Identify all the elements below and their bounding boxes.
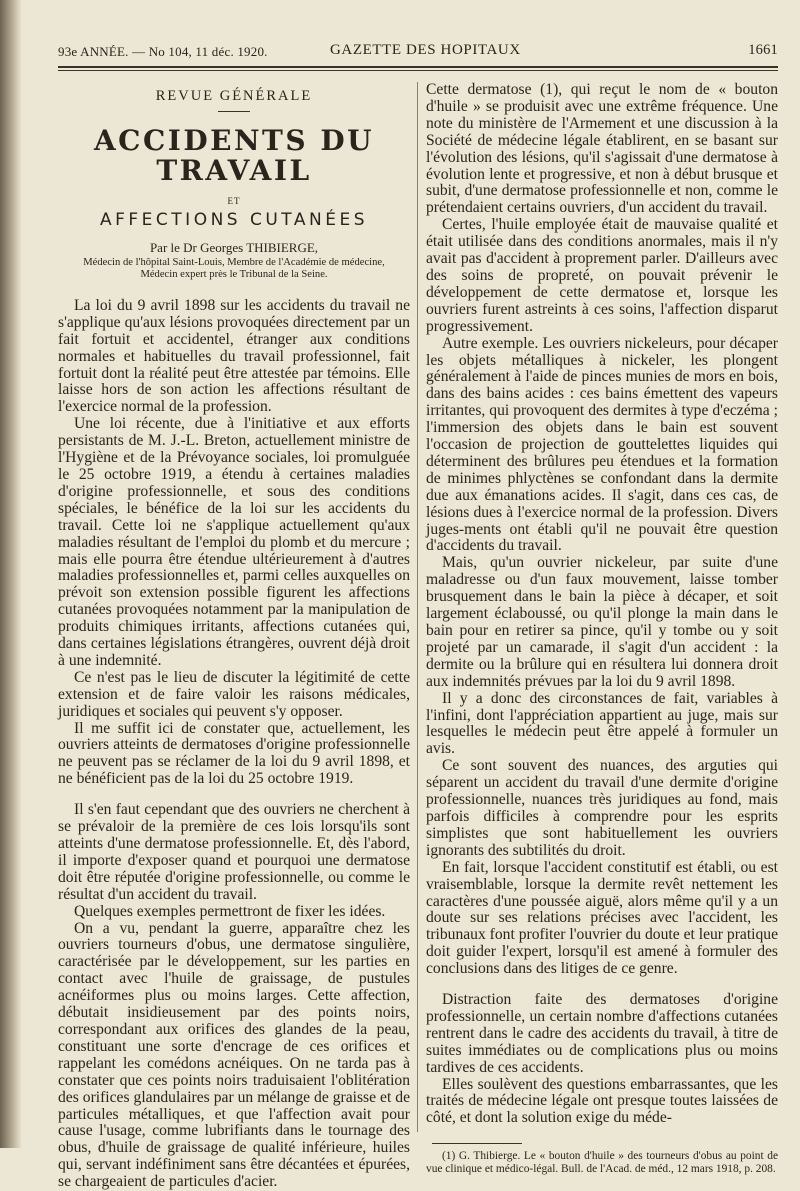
journal-title: GAZETTE DES HOPITAUX (330, 42, 521, 58)
body-paragraph: Elles soulèvent des questions embarrassantes, que les traités de médecine légale ont presque toutes laissées de côté, et dont la solution exige du méde- (426, 1075, 778, 1127)
body-paragraph: Cette dermatose (1), qui reçut le nom de « bouton d'huile » se produisit avec une extrême fréquence. Une note du ministère de l'Armement et une discussion à la Société de médecine légale établirent, en se basant sur l'évolution des lésions, qu'il s'agissait d'une dermatose à évolution lente et progressive, et non à début brusque et subit, d'une dermatose professionnelle et non, comme le prétendaient certains ouvriers, d'un accident du travail. (426, 81, 778, 217)
footnote: (1) G. Thibierge. Le « bouton d'huile » des tourneurs d'obus au point de vue clinique et médico-légal. Bull. de l'Acad. de méd., 12 mars 1918, p. 208. (426, 1150, 778, 1176)
body-paragraph: Distraction faite des dermatoses d'origine professionnelle, un certain nombre d'affections cutanées rentrent dans le cadre des accidents du travail, à titre de suites immédiates ou de complications plus ou moins tardives de ces accidents. (426, 991, 778, 1076)
body-paragraph: Il s'en faut cependant que des ouvriers ne cherchent à se prévaloir de la première de ces lois lorsqu'ils sont atteints d'une dermatose professionnelle. Et, dès l'abord, il importe d'exposer quand et pourquoi une dermatose doit être réputée d'origine professionnelle, ou comme le résultat d'un accident du travail. (58, 801, 410, 903)
header-rule-thin (58, 70, 778, 71)
article-title: ACCIDENTS DU TRAVAIL (93, 123, 375, 187)
book-binding-shadow (0, 0, 22, 1148)
body-paragraph: Il me suffit ici de constater que, actuellement, les ouvriers atteints de dermatoses d'origine professionnelle ne peuvent pas se réclamer de la loi du 9 avril 1898, et ne bénéficient pas de la loi du 25 octobre 1919. (58, 719, 410, 788)
author-affiliation-1: Médecin de l'hôpital Saint-Louis, Membre de l'Académie de médecine, (83, 256, 385, 268)
issue-info: 93e ANNÉE. — No 104, 11 déc. 1920. (58, 44, 268, 59)
footnote-rule (432, 1143, 522, 1144)
left-column (58, 82, 410, 1191)
title-conjunction: ET (227, 195, 241, 206)
body-paragraph: Ce sont souvent des nuances, des arguties qui séparent un accident du travail d'une dermite d'origine professionnelle, nuances très juridiques au fond, mais parfois difficiles à comprendre pour les esprits simplistes que sont habituellement les ouvriers ignorants des subtilités du droit. (426, 757, 778, 859)
body-paragraph: Autre exemple. Les ouvriers nickeleurs, pour décaper les objets métalliques à nickeler, les plongent généralement à l'aide de pinces munies de mors en bois, dans des bains acides : ces bains émettent des vapeurs irritantes, qui provoquent des dermites à type d'eczéma ; l'immersion des objets dans le bain est souvent l'occasion de projection de gouttelettes liquides qui déterminent des brûlures peu étendues et la formation de minimes phlyctènes se confondant dans la dermite due aux émanations acides. Il s'agit, dans ces cas, de lésions dues à l'exercice normal de la profession. Divers juges-ments ont établi qu'il ne pouvait être question d'accidents du travail. (426, 334, 778, 555)
running-header (58, 40, 778, 60)
body-paragraph: On a vu, pendant la guerre, apparaître chez les ouvriers tourneurs d'obus, une dermatose singulière, caractérisée par le développement, sur les parties en contact avec l'huile de graissage, de pustules acnéiformes plus ou moins larges. Cette affection, débutait insidieusement par des points noirs, correspondant aux orifices des glandes de la peau, constituant une sorte d'encrage de ces orifices et rappelant les comédons acnéiques. On ne tarda pas à constater que ces points noirs traduisaient l'oblitération des orifices glandulaires par un mélange de graisse et de particules métalliques, et que l'affection avait pour cause l'usage, comme lubrifiants dans le tournage des obus, d'huile de graissage de qualité inférieure, huiles qui, servant indéfiniment sans être décantées et épurées, se chargeaient de particules d'acier. (58, 919, 410, 1191)
body-paragraph: La loi du 9 avril 1898 sur les accidents du travail ne s'applique qu'aux lésions provoquées directement par un fait fortuit et accidentel, étranger aux conditions normales et habituelles du travail professionnel, fait fortuit dont la réalité peut être attestée par témoins. Elle laisse hors de son action les affections résultant de l'exercice normal de la profession. (58, 296, 410, 416)
author-affiliation-2: Médecin expert près le Tribunal de la Seine. (140, 269, 328, 281)
body-paragraph: Certes, l'huile employée était de mauvaise qualité et était utilisée dans des conditions anormales, mais il n'y avait pas d'accident à proprement parler. D'ailleurs avec des soins de propreté, on pouvait prévenir le développement de cette dermatose et, lorsque les ouvriers furent astreints à ces soins, l'affection disparut progressivement. (426, 216, 778, 335)
column-divider (417, 82, 418, 1132)
journal-page (58, 38, 778, 1191)
body-paragraph: Il y a donc des circonstances de fait, variables à l'infini, dont l'appréciation appartient au juge, mais sur lesquelles le médecin peut être appelé à formuler un avis. (426, 689, 778, 758)
body-paragraph: Mais, qu'un ouvrier nickeleur, par suite d'une maladresse ou d'un faux mouvement, laisse tomber brusquement dans le bain la pièce à décaper, et soit largement éclaboussé, ou qu'il plonge la main dans le bain pour en retirer sa pince, qu'il y tombe ou y soit projeté par un camarade, il s'agit d'un accident : la dermite ou la brûlure qui en résultera lui donnera droit aux indemnités prévues par la loi du 9 avril 1898. (426, 554, 778, 690)
right-column (426, 82, 778, 1176)
body-paragraph: Ce n'est pas le lieu de discuter la légitimité de cette extension et de faire valoir les raisons médicales, juridiques et sociales qui peuvent s'y opposer. (58, 668, 410, 720)
header-rule (58, 66, 778, 68)
section-label: REVUE GÉNÉRALE (155, 88, 313, 104)
author-byline: Par le Dr Georges THIBIERGE, (149, 239, 319, 255)
body-paragraph: Une loi récente, due à l'initiative et aux efforts persistants de M. J.-L. Breton, actuellement ministre de l'Hygiène et de la Prévoyance sociales, loi promulguée le 25 octobre 1919, a étendu à certaines maladies d'origine professionnelle, et sous des conditions spéciales, le bénéfice de la loi sur les accidents du travail. Cette loi ne s'applique actuellement qu'aux maladies résultant de l'emploi du plomb et du mercure ; mais elle pourra être étendue ultérieurement à d'autres maladies professionnelles et, parmi celles auxquelles on prévoit son extension possible figurent les affections cutanées provoquées notamment par la manipulation de produits chimiques irritants, affections cutanées qui, dans certaines législations étrangères, ouvrent déjà droit à une indemnité. (58, 415, 410, 669)
body-paragraph: En fait, lorsque l'accident constitutif est établi, ou est vraisemblable, lorsque la dermite revêt nettement les caractères d'une poussée aiguë, alors même qu'il y a un doute sur ses relations précises avec l'accident, les tribunaux font profiter l'ouvrier du doute et leur pratique doit guider l'expert, lorsqu'il est amené à formuler des conclusions dans des litiges de ce genre. (426, 858, 778, 978)
body-paragraph: Quelques exemples permettront de fixer les idées. (74, 902, 386, 920)
section-rule (218, 111, 250, 112)
page-number: 1661 (748, 42, 778, 58)
article-subtitle: AFFECTIONS CUTANÉES (100, 209, 368, 230)
